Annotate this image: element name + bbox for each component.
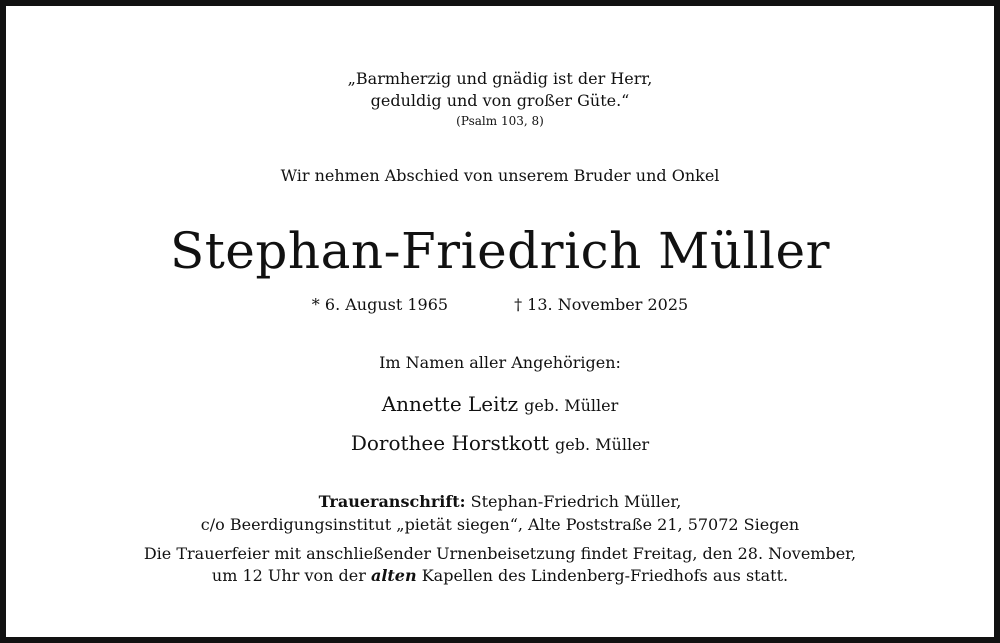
address-line-1 bbox=[12, 492, 988, 511]
mourner-name: Dorothee Horstkott bbox=[350, 431, 550, 455]
quote-line-2: geduldig und von großer Güte.“ bbox=[370, 91, 630, 110]
service-text-before: um 12 Uhr von der bbox=[211, 566, 366, 585]
quote-reference: (Psalm 103, 8) bbox=[456, 114, 544, 128]
address-line-2: c/o Beerdigungsinstitut „pietät siegen“, Alte Poststraße 21, 57072 Siegen bbox=[200, 515, 800, 534]
quote-line-1: „Barmherzig und gnädig ist der Herr, bbox=[347, 69, 653, 88]
intro-text: Wir nehmen Abschied von unserem Bruder und Onkel bbox=[280, 166, 720, 185]
service-line-2 bbox=[12, 566, 988, 585]
mourners-heading: Im Namen aller Angehörigen: bbox=[379, 353, 621, 372]
life-dates bbox=[12, 295, 988, 314]
service-emphasis: alten bbox=[370, 566, 417, 585]
service-text-after: Kapellen des Lindenberg-Friedhofs aus statt. bbox=[421, 566, 789, 585]
mourner-name: Annette Leitz bbox=[381, 392, 519, 416]
mourner-row bbox=[12, 392, 988, 416]
death-date: † 13. November 2025 bbox=[514, 295, 689, 314]
address-recipient: Stephan-Friedrich Müller, bbox=[470, 492, 682, 511]
service-line-1: Die Trauerfeier mit anschließender Urnenbeisetzung findet Freitag, den 28. November, bbox=[143, 544, 857, 563]
mourner-maiden-name: geb. Müller bbox=[555, 435, 650, 454]
address-label: Traueranschrift: bbox=[318, 492, 466, 511]
birth-date: * 6. August 1965 bbox=[311, 295, 449, 314]
deceased-name: Stephan-Friedrich Müller bbox=[169, 222, 831, 280]
mourner-maiden-name: geb. Müller bbox=[524, 396, 619, 415]
mourner-row bbox=[12, 431, 988, 455]
